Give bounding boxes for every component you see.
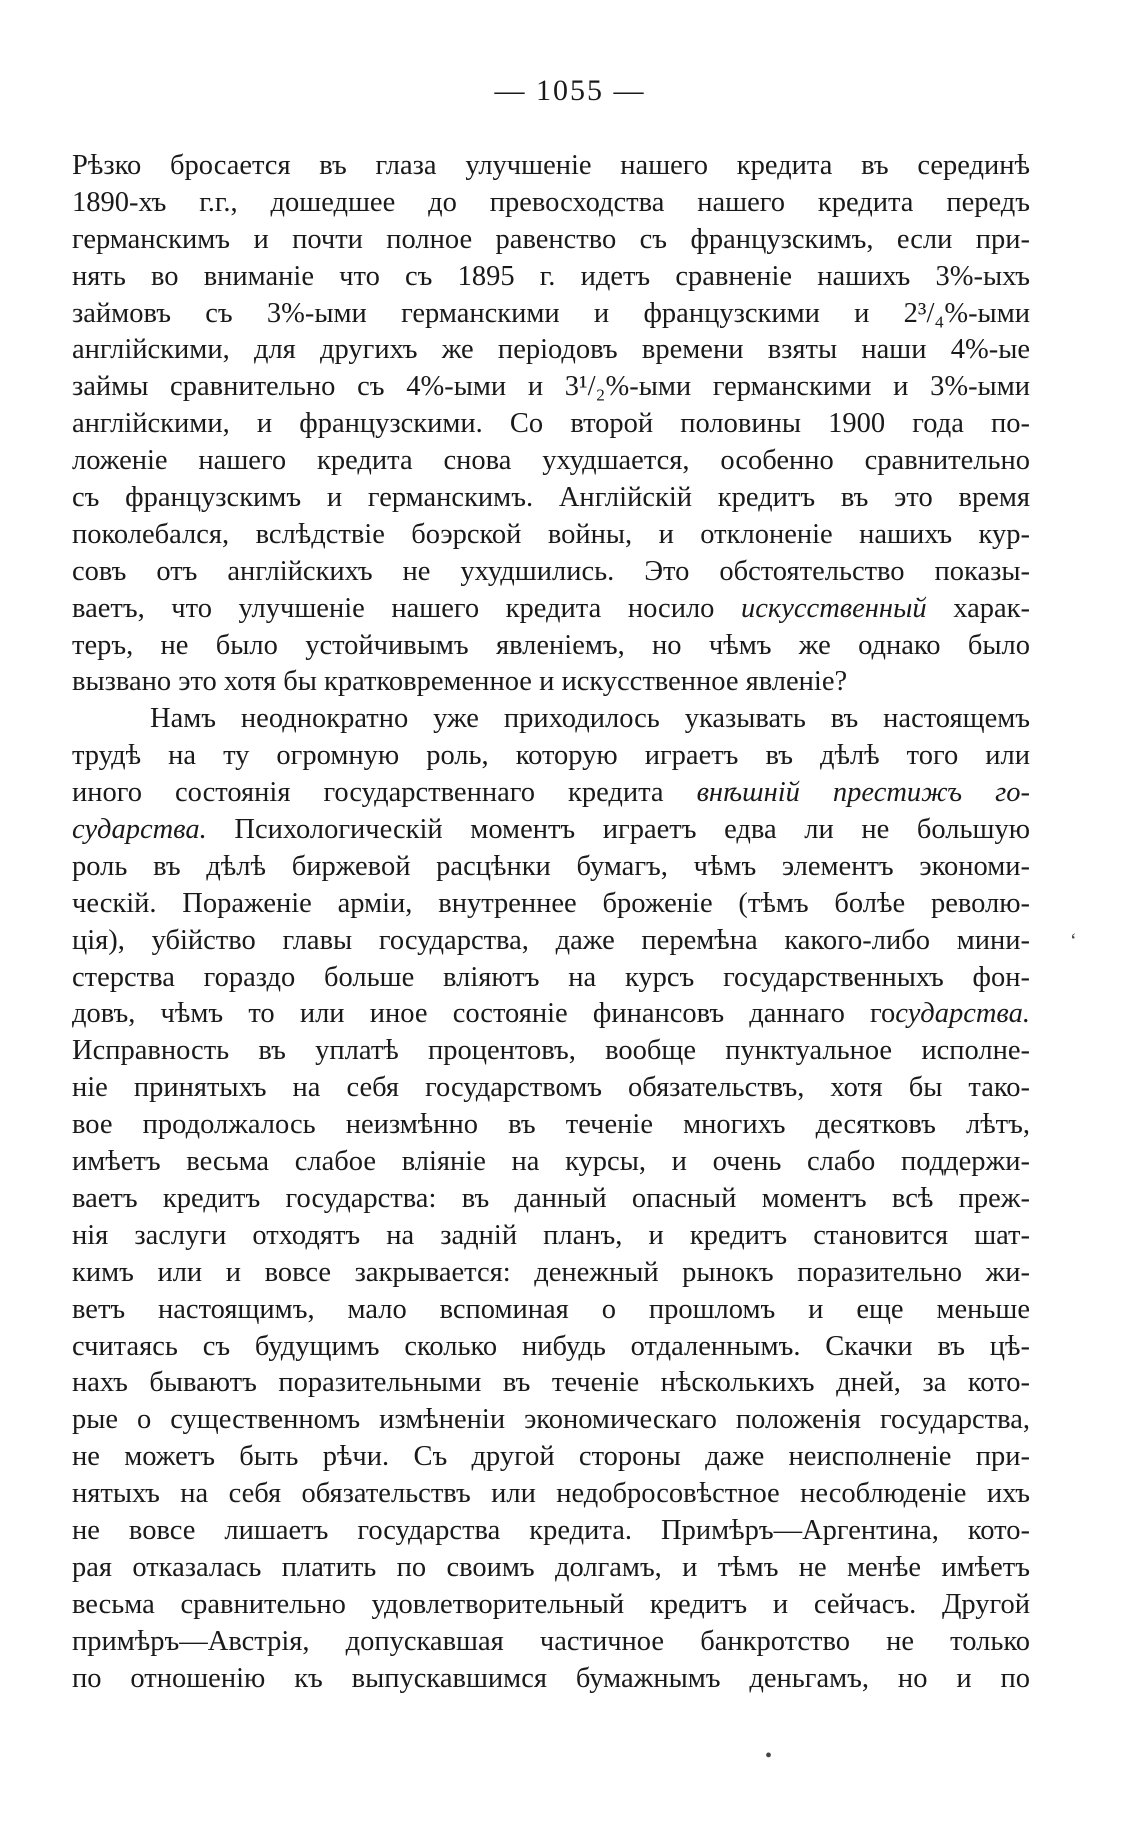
page-number: — 1055 — bbox=[494, 74, 646, 107]
text-line: теръ, не было устойчивымъ явленіемъ, но чѣмъ же однако было bbox=[72, 629, 1030, 661]
text-line: кимъ или и вовсе закрывается: денежный рынокъ поразительно жи- bbox=[72, 1256, 1030, 1288]
text-line: Намъ неоднократно уже приходилось указывать въ настоящемъ bbox=[150, 703, 1030, 735]
text-line: нять во вниманіе что съ 1895 г. идетъ сравненіе нашихъ 3%-ыхъ bbox=[72, 260, 1030, 292]
text-line: германскимъ и почти полное равенство съ французскимъ, если при- bbox=[72, 223, 1030, 255]
text-line: сударства. Психологическій моментъ играетъ едва ли не большую bbox=[72, 814, 1030, 846]
text-line: ческій. Пораженіе арміи, внутреннее броженіе (тѣмъ болѣе револю- bbox=[72, 887, 1030, 919]
text-line: совъ отъ англійскихъ не ухудшились. Это обстоятельство показы- bbox=[72, 555, 1030, 587]
text-line: ніе принятыхъ на себя государствомъ обязательствъ, хотя бы тако- bbox=[72, 1072, 1030, 1104]
text-line: ваетъ, что улучшеніе нашего кредита носило искусственный харак- bbox=[72, 592, 1030, 624]
emphasis-text: внѣшній престижъ го- bbox=[696, 777, 1030, 809]
text-line: стерства гораздо больше вліяютъ на курсъ государственныхъ фон- bbox=[72, 961, 1030, 993]
text-line: не можетъ быть рѣчи. Съ другой стороны даже неисполненіе при- bbox=[72, 1441, 1030, 1473]
text-line: Исправность въ уплатѣ процентовъ, вообще пунктуальное исполне- bbox=[72, 1035, 1030, 1067]
text-line: англійскими, и французскими. Со второй половины 1900 года по- bbox=[72, 408, 1030, 440]
text-line: вое продолжалось неизмѣнно въ теченіе многихъ десятковъ лѣтъ, bbox=[72, 1109, 1030, 1141]
text-line: довъ, чѣмъ то или иное состояніе финансовъ даннаго государства. bbox=[72, 998, 1030, 1030]
text-line: иного состоянія государственнаго кредита внѣшній престижъ го- bbox=[72, 777, 1030, 809]
text-line: поколебался, вслѣдствіе боэрской войны, и отклоненіе нашихъ кур- bbox=[72, 518, 1030, 550]
text-line: имѣетъ весьма слабое вліяніе на курсы, и очень слабо поддержи- bbox=[72, 1146, 1030, 1178]
text-line: роль въ дѣлѣ биржевой расцѣнки бумагъ, чѣмъ элементъ экономи- bbox=[72, 850, 1030, 882]
text-line: вызвано это хотя бы кратковременное и искусственное явленіе? bbox=[72, 666, 848, 698]
text-line: не вовсе лишаетъ государства кредита. Примѣръ—Аргентина, кото- bbox=[72, 1514, 1030, 1546]
emphasis-text: искусственный bbox=[741, 592, 927, 624]
text-line: ветъ настоящимъ, мало вспоминая о прошломъ и еще меньше bbox=[72, 1293, 1030, 1325]
text-line: примѣръ—Австрія, допускавшая частичное банкротство не только bbox=[72, 1625, 1030, 1657]
text-line: нятыхъ на себя обязательствъ или недобросовѣстное несоблюденіе ихъ bbox=[72, 1478, 1030, 1510]
text-line: англійскими, для другихъ же періодовъ времени взяты наши 4%-ые bbox=[72, 334, 1030, 366]
text-line: съ французскимъ и германскимъ. Англійскій кредитъ въ это время bbox=[72, 482, 1030, 514]
text-line: трудѣ на ту огромную роль, которую играетъ въ дѣлѣ того или bbox=[72, 740, 1030, 772]
text-line: рые о существенномъ измѣненіи экономическаго положенія государства, bbox=[72, 1404, 1030, 1436]
text-line: весьма сравнительно удовлетворительный кредитъ и сейчасъ. Другой bbox=[72, 1588, 1030, 1620]
body-text bbox=[72, 148, 1030, 1697]
text-line: ваетъ кредитъ государства: въ данный опасный моментъ всѣ преж- bbox=[72, 1182, 1030, 1214]
ink-dot: • bbox=[765, 1745, 773, 1767]
text-line: по отношенію къ выпускавшимся бумажнымъ деньгамъ, но и по bbox=[72, 1662, 1030, 1694]
text-line: считаясь съ будущимъ сколько нибудь отдаленнымъ. Скачки въ цѣ- bbox=[72, 1330, 1030, 1362]
text-line: займы сравнительно съ 4%-ыми и 3¹/₂%-ыми германскими и 3%-ыми bbox=[72, 371, 1030, 403]
text-line: 1890-хъ г.г., дошедшее до превосходства нашего кредита передъ bbox=[72, 186, 1030, 218]
text-line: рая отказалась платить по своимъ долгамъ, и тѣмъ не менѣе имѣетъ bbox=[72, 1551, 1030, 1583]
text-line: нія заслуги отходятъ на задній планъ, и кредитъ становится шат- bbox=[72, 1219, 1030, 1251]
margin-mark: ‘ bbox=[1070, 930, 1077, 952]
text-line: ція), убійство главы государства, даже перемѣна какого-либо мини- bbox=[72, 924, 1030, 956]
text-line: Рѣзко бросается въ глаза улучшеніе нашего кредита въ серединѣ bbox=[72, 150, 1030, 181]
text-line: нахъ бываютъ поразительными въ теченіе нѣсколькихъ дней, за кото- bbox=[72, 1367, 1030, 1399]
text-line: ложеніе нашего кредита снова ухудшается, особенно сравнительно bbox=[72, 445, 1030, 477]
emphasis-text: сударства. bbox=[895, 998, 1030, 1030]
text-line: займовъ съ 3%-ыми германскими и французскими и 2³/₄%-ыми bbox=[72, 297, 1030, 329]
emphasis-text: сударства. bbox=[72, 814, 207, 846]
